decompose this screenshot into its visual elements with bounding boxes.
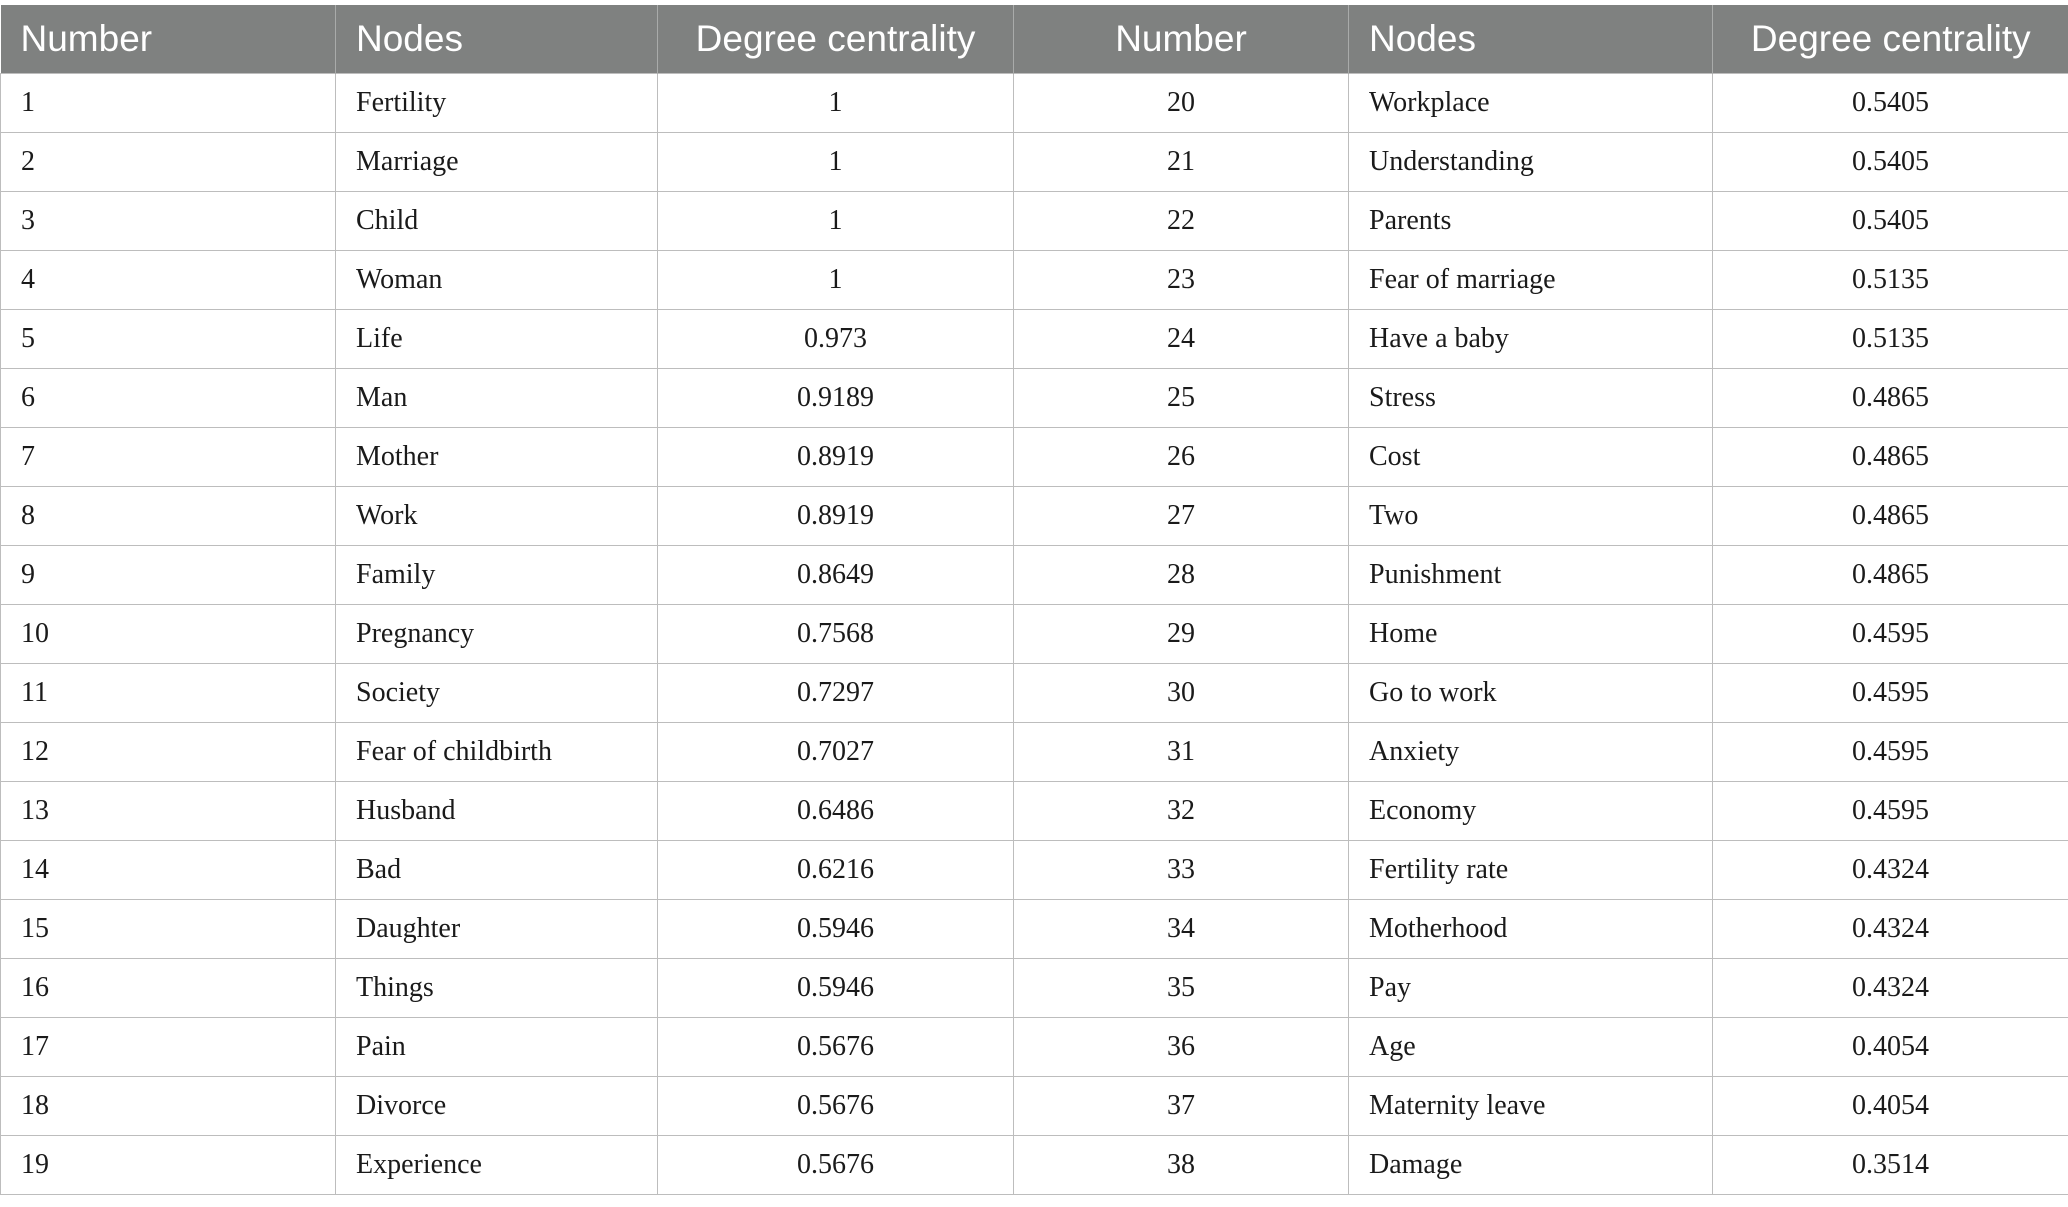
header-degree-centrality-left: Degree centrality (658, 5, 1014, 74)
cell-degree-centrality: 0.4595 (1713, 664, 2068, 723)
cell-number: 4 (1, 251, 336, 310)
cell-number: 3 (1, 192, 336, 251)
table-row (1, 1136, 2068, 1195)
table-row (1, 487, 2068, 546)
cell-node: Divorce (336, 1077, 658, 1136)
cell-number: 27 (1014, 487, 1349, 546)
cell-degree-centrality: 1 (658, 74, 1014, 133)
cell-node: Home (1349, 605, 1713, 664)
cell-node: Woman (336, 251, 658, 310)
cell-node: Family (336, 546, 658, 605)
cell-degree-centrality: 0.4865 (1713, 487, 2068, 546)
cell-degree-centrality: 0.9189 (658, 369, 1014, 428)
cell-node: Cost (1349, 428, 1713, 487)
cell-degree-centrality: 0.6216 (658, 841, 1014, 900)
cell-node: Parents (1349, 192, 1713, 251)
cell-number: 10 (1, 605, 336, 664)
cell-node: Fertility rate (1349, 841, 1713, 900)
cell-number: 30 (1014, 664, 1349, 723)
cell-degree-centrality: 0.5946 (658, 900, 1014, 959)
cell-node: Work (336, 487, 658, 546)
table-row (1, 369, 2068, 428)
cell-number: 26 (1014, 428, 1349, 487)
cell-degree-centrality: 0.7568 (658, 605, 1014, 664)
cell-number: 37 (1014, 1077, 1349, 1136)
cell-number: 2 (1, 133, 336, 192)
cell-node: Anxiety (1349, 723, 1713, 782)
cell-node: Man (336, 369, 658, 428)
cell-number: 1 (1, 74, 336, 133)
cell-degree-centrality: 0.4595 (1713, 782, 2068, 841)
cell-degree-centrality: 0.7027 (658, 723, 1014, 782)
table-row (1, 605, 2068, 664)
cell-degree-centrality: 0.5405 (1713, 74, 2068, 133)
cell-degree-centrality: 0.5405 (1713, 133, 2068, 192)
table-row (1, 1077, 2068, 1136)
cell-number: 21 (1014, 133, 1349, 192)
header-number-right: Number (1014, 5, 1349, 74)
cell-degree-centrality: 0.5676 (658, 1136, 1014, 1195)
cell-node: Workplace (1349, 74, 1713, 133)
cell-number: 24 (1014, 310, 1349, 369)
cell-number: 12 (1, 723, 336, 782)
header-number-left: Number (1, 5, 336, 74)
cell-number: 34 (1014, 900, 1349, 959)
table-row (1, 251, 2068, 310)
cell-number: 18 (1, 1077, 336, 1136)
table-row (1, 959, 2068, 1018)
cell-node: Pain (336, 1018, 658, 1077)
cell-node: Motherhood (1349, 900, 1713, 959)
cell-number: 9 (1, 546, 336, 605)
cell-number: 13 (1, 782, 336, 841)
table-row (1, 192, 2068, 251)
cell-node: Child (336, 192, 658, 251)
cell-node: Pay (1349, 959, 1713, 1018)
header-nodes-left: Nodes (336, 5, 658, 74)
cell-number: 15 (1, 900, 336, 959)
cell-node: Pregnancy (336, 605, 658, 664)
table-header (1, 5, 2068, 74)
cell-node: Have a baby (1349, 310, 1713, 369)
header-nodes-right: Nodes (1349, 5, 1713, 74)
table-row (1, 74, 2068, 133)
cell-node: Punishment (1349, 546, 1713, 605)
cell-number: 32 (1014, 782, 1349, 841)
cell-number: 17 (1, 1018, 336, 1077)
cell-node: Experience (336, 1136, 658, 1195)
cell-node: Damage (1349, 1136, 1713, 1195)
cell-node: Things (336, 959, 658, 1018)
cell-node: Life (336, 310, 658, 369)
cell-degree-centrality: 0.973 (658, 310, 1014, 369)
cell-degree-centrality: 0.5676 (658, 1077, 1014, 1136)
header-row (1, 5, 2068, 74)
cell-degree-centrality: 0.5135 (1713, 251, 2068, 310)
cell-degree-centrality: 0.5946 (658, 959, 1014, 1018)
cell-number: 20 (1014, 74, 1349, 133)
cell-number: 22 (1014, 192, 1349, 251)
table-row (1, 1018, 2068, 1077)
cell-node: Fear of childbirth (336, 723, 658, 782)
cell-node: Bad (336, 841, 658, 900)
table-row (1, 546, 2068, 605)
cell-number: 29 (1014, 605, 1349, 664)
table-row (1, 428, 2068, 487)
cell-number: 16 (1, 959, 336, 1018)
cell-degree-centrality: 0.4324 (1713, 959, 2068, 1018)
cell-number: 8 (1, 487, 336, 546)
cell-degree-centrality: 0.4865 (1713, 428, 2068, 487)
cell-degree-centrality: 0.6486 (658, 782, 1014, 841)
cell-number: 14 (1, 841, 336, 900)
cell-degree-centrality: 0.4324 (1713, 900, 2068, 959)
degree-centrality-table (0, 5, 2068, 1195)
cell-node: Husband (336, 782, 658, 841)
cell-degree-centrality: 0.8649 (658, 546, 1014, 605)
cell-degree-centrality: 0.4324 (1713, 841, 2068, 900)
cell-number: 36 (1014, 1018, 1349, 1077)
table-row (1, 664, 2068, 723)
cell-number: 7 (1, 428, 336, 487)
cell-number: 19 (1, 1136, 336, 1195)
cell-node: Understanding (1349, 133, 1713, 192)
cell-node: Daughter (336, 900, 658, 959)
cell-number: 5 (1, 310, 336, 369)
cell-node: Economy (1349, 782, 1713, 841)
cell-degree-centrality: 0.8919 (658, 487, 1014, 546)
table-row (1, 723, 2068, 782)
cell-degree-centrality: 0.4595 (1713, 723, 2068, 782)
cell-number: 31 (1014, 723, 1349, 782)
table-body (1, 74, 2068, 1195)
cell-number: 6 (1, 369, 336, 428)
degree-centrality-table-container (0, 5, 2068, 1195)
header-degree-centrality-right: Degree centrality (1713, 5, 2068, 74)
cell-degree-centrality: 0.5405 (1713, 192, 2068, 251)
cell-degree-centrality: 0.4865 (1713, 369, 2068, 428)
cell-degree-centrality: 1 (658, 192, 1014, 251)
cell-number: 11 (1, 664, 336, 723)
cell-node: Fertility (336, 74, 658, 133)
cell-degree-centrality: 0.4054 (1713, 1018, 2068, 1077)
cell-degree-centrality: 0.4054 (1713, 1077, 2068, 1136)
cell-degree-centrality: 0.5135 (1713, 310, 2068, 369)
table-row (1, 310, 2068, 369)
table-row (1, 900, 2068, 959)
cell-number: 23 (1014, 251, 1349, 310)
cell-number: 35 (1014, 959, 1349, 1018)
table-row (1, 133, 2068, 192)
cell-degree-centrality: 1 (658, 133, 1014, 192)
cell-degree-centrality: 0.3514 (1713, 1136, 2068, 1195)
cell-degree-centrality: 0.5676 (658, 1018, 1014, 1077)
cell-node: Marriage (336, 133, 658, 192)
cell-node: Age (1349, 1018, 1713, 1077)
cell-number: 25 (1014, 369, 1349, 428)
cell-degree-centrality: 0.8919 (658, 428, 1014, 487)
cell-node: Go to work (1349, 664, 1713, 723)
cell-number: 28 (1014, 546, 1349, 605)
cell-degree-centrality: 0.4595 (1713, 605, 2068, 664)
table-row (1, 841, 2068, 900)
cell-node: Fear of marriage (1349, 251, 1713, 310)
cell-node: Two (1349, 487, 1713, 546)
cell-node: Mother (336, 428, 658, 487)
cell-node: Maternity leave (1349, 1077, 1713, 1136)
cell-degree-centrality: 0.4865 (1713, 546, 2068, 605)
cell-degree-centrality: 0.7297 (658, 664, 1014, 723)
cell-number: 33 (1014, 841, 1349, 900)
cell-number: 38 (1014, 1136, 1349, 1195)
cell-node: Society (336, 664, 658, 723)
table-row (1, 782, 2068, 841)
cell-node: Stress (1349, 369, 1713, 428)
cell-degree-centrality: 1 (658, 251, 1014, 310)
